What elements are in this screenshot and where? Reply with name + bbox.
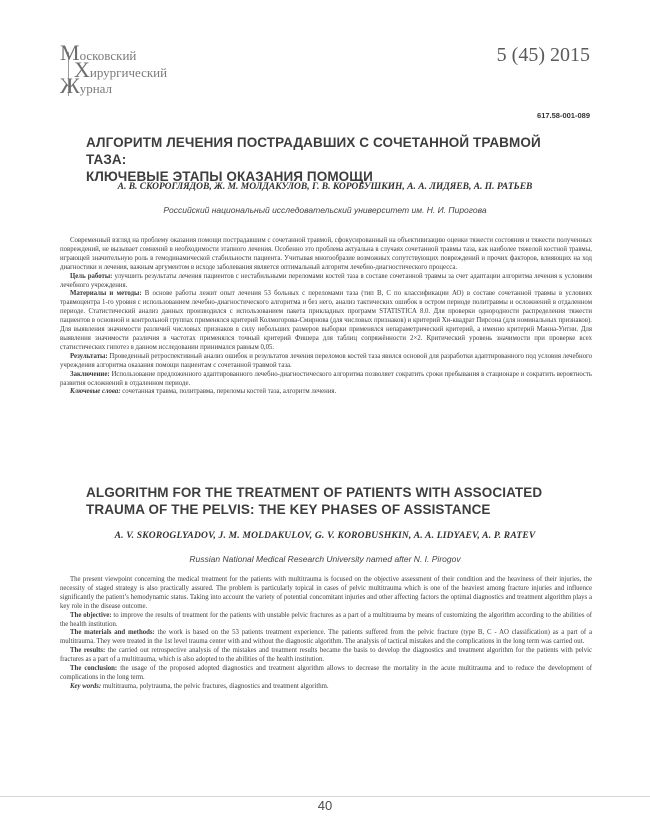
abstract-conclusion: The conclusion: the usage of the proposed adopted diagnostics and treatment algorithm allows to decrease the mortality in the acute multitrauma and to reduce the development of complications in the long term. <box>60 665 592 681</box>
abstract-intro: The present viewpoint concerning the medical treatment for the patients with multitrauma is focused on the objective assessment of their condition and the heaviness of their injuries, the necessity of staged strategy is also practically assured. The problem is particularly topical in cases of pelvic multitrauma which is one of the heaviest among fracture injuries and influence significantly the patient’s hemodynamic status. Taking into account the variety of potential concomitant injuries and other affecting factors the optimal diagnostics and treatment algorithm plays a key role in the disease outcome. <box>60 576 592 610</box>
logo-line-2: Хирургический <box>74 57 168 82</box>
authors-en: A. V. SKOROGLYADOV, J. M. MOLDAKULOV, G. V. KOROBUSHKIN, A. A. LIDYAEV, A. P. RATEV <box>114 531 536 541</box>
udc-code: 617.58-001-089 <box>537 111 590 120</box>
logo-line-3: Журнал <box>60 73 113 98</box>
institution-en: Russian National Medical Research University named after N. I. Pirogov <box>189 554 461 564</box>
logo-line-1: Московский <box>60 40 137 65</box>
abstract-keywords: Ключевые слова: сочетанная травма, политравма, переломы костей таза, алгоритм лечения. <box>70 388 337 396</box>
abstract-methods: The materials and methods: the work is based on the 53 patients treatment experience. The patients suffered from the pelvic fracture (type B, C - AO classification) as a part of a multitrauma. They were treated in the 1st level trauma center with and without the diagnostic algorithm. The analysis of tactical mistakes and the complications in the long term was carried out. <box>60 629 593 646</box>
abstract-results: The results: the carried out retrospective analysis of the mistakes and treatment results became the basis to develop the diagnostics and treatment algorithm for the patients with pelvic fractures as a part of a multitrauma, which is also adopted to the abilities of the health institution. <box>60 647 592 664</box>
abstract-aim: Цель работы: улучшить результаты лечения пациентов с нестабильными переломами костей таза в составе сочетанной травмы за счет адаптации алгоритма лечения к условиям лечебного учреждения. <box>60 272 592 289</box>
institution-ru: Российский национальный исследовательский университет им. Н. И. Пирогова <box>163 205 487 215</box>
journal-logo <box>60 40 200 100</box>
page-number: 40 <box>317 798 333 813</box>
article-title-en: ALGORITHM FOR THE TREATMENT OF PATIENTS WITH ASSOCIATED TRAUMA OF THE PELVIS: THE KEY PHASES OF ASSISTANCE <box>86 485 543 517</box>
abstract-keywords: Key words: multitrauma, polytrauma, the pelvic fractures, diagnostics and treatment algorithm. <box>70 682 329 690</box>
authors-ru: А. В. СКОРОГЛЯДОВ, Ж. М. МОЛДАКУЛОВ, Г. В. КОРОБУШКИН, А. А. ЛИДЯЕВ, А. П. РАТЬЕВ <box>117 182 533 192</box>
abstract-ru <box>60 237 592 397</box>
issue-number: 5 (45) 2015 <box>496 44 590 66</box>
abstract-en <box>60 576 592 692</box>
footer-rule <box>0 796 650 797</box>
abstract-results: Результаты: Проведенный ретроспективный анализ ошибок и результатов лечения переломов костей таза явился основой для разработки адаптированного под условия лечебного учреждения алгоритма оказания помощи пациентам с сочетанной травмой таза. <box>60 352 592 369</box>
abstract-aim: The objective: to improve the results of treatment for the patients with unstable pelvic fractures as a part of a multitrauma by means of customizing the algorithm according to the abilities of the health institution. <box>60 611 592 628</box>
abstract-conclusion: Заключение: Использование предложенного адаптированного лечебно-диагностического алгоритма позволяет сократить сроки пребывания в стационаре и сократить вероятность развития осложнений в отдаленном периоде. <box>60 370 592 387</box>
abstract-methods: Материалы и методы: В основе работы лежит опыт лечения 53 больных с переломами таза (тип В, С по классификации АО) в составе сочетанной травмы в условиях травмоцентра 1-го уровня с использованием лечебно-диагностического алгоритма и без него, анализ тактических ошибок в остром периоде политравмы и осложнений в отдаленном периоде. Статистический анализ данных производился с использованием пакета прикладных программ STATISTICA 8.0. Для проверки однородности распределения тяжести пациентов в основной и контрольной группах применялся критерий Колмогорова-Смирнова (для числовых признаков) и критерий Хи-квадрат Пирсона (для номинальных признаков). Для выявления значимости различий числовых признаков в силу небольших размеров выборки применялся непараметрический критерий, а именно критерий Манна-Уитни. Для выявления значимости различия в частотах применялся точный критерий Фишера для таблиц сопряжённости 2×2. Критический уровень значимости при проверке всех статистических гипотез в данном исследовании принимался равным 0,05. <box>60 290 592 351</box>
abstract-intro: Современный взгляд на проблему оказания помощи пострадавшим с сочетанной травмой, сфокусированный на объективизацию оценки тяжести состояния и тяжести полученных повреждений, не вызывает сомнений в необходимости этапного лечения. Особенно это проблема актуальна в случаях сочетанной травмы таза, как наиболее тяжелой костной травмы, играющей значительную роль в гемодинамической стабильности пациента. Учитывая многообразие возможных сопутствующих повреждений и прочих факторов, влияющих на ход диагностики и лечения, важным аргументом в исходе заболевания является оптимальный алгоритм лечебно-диагностического процесса. <box>60 237 592 271</box>
article-title-ru: АЛГОРИТМ ЛЕЧЕНИЯ ПОСТРАДАВШИХ С СОЧЕТАННОЙ ТРАВМОЙ ТАЗА: КЛЮЧЕВЫЕ ЭТАПЫ ОКАЗАНИЯ ПОМОЩИ <box>86 135 541 184</box>
